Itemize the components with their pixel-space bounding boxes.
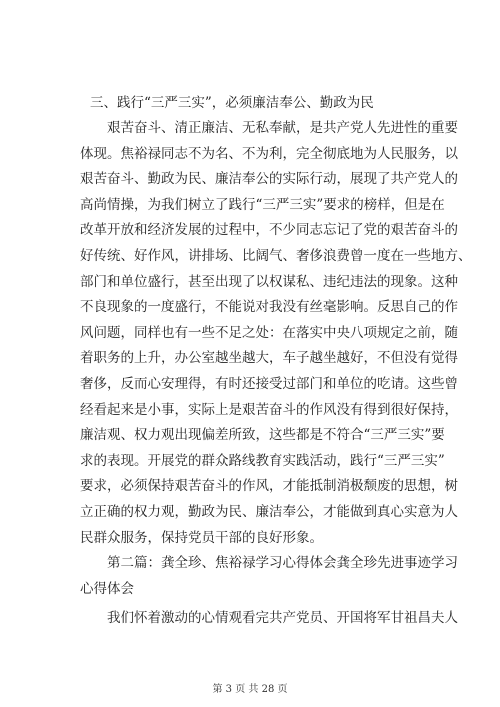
paragraph-line: 廉洁观、权力观出现偏差所致，这些都是不符合“三严三实”要 <box>80 427 445 444</box>
paragraph-1 <box>80 116 472 551</box>
section-heading: 三、践行“三严三实”，必须廉洁奉公、勤政为民 <box>90 95 374 111</box>
document-body <box>80 91 472 632</box>
page-footer: 第 3 页 共 28 页 <box>212 684 288 695</box>
paragraph-line: 第二篇：龚全珍、焦裕禄学习心得体会龚全珍先进事迹学习 <box>107 555 458 572</box>
paragraph-line: 民群众服务，保持党员干部的良好形象。 <box>80 529 323 546</box>
paragraph-line: 经看起来是小事，实际上是艰苦奋斗的作风没有得到很好保持， <box>80 401 458 418</box>
paragraph-line: 立正确的权力观，勤政为民、廉洁奉公，才能做到真心实意为人 <box>80 503 458 520</box>
paragraph-line: 奢侈，反而心安理得，有时还接受过部门和单位的吃请。这些曾 <box>80 375 458 392</box>
paragraph-line: 部门和单位盛行，甚至出现了以权谋私、违纪违法的现象。这种 <box>80 273 458 290</box>
paragraph-line: 好传统、好作风，讲排场、比阔气、奢侈浪费曾一度在一些地方、 <box>80 247 472 264</box>
paragraph-line: 艰苦奋斗、勤政为民、廉洁奉公的实际行动，展现了共产党人的 <box>80 171 458 188</box>
paragraph-line: 不良现象的一度盛行，不能说对我没有丝毫影响。反思自己的作 <box>80 299 458 316</box>
paragraph-2 <box>80 551 458 602</box>
paragraph-line: 我们怀着激动的心情观看完共产党员、开国将军甘祖昌夫人 <box>107 610 458 627</box>
paragraph-line: 要求，必须保持艰苦奋斗的作风，才能抵制消极颓废的思想，树 <box>80 478 458 495</box>
paragraph-line: 风问题，同样也有一些不足之处：在落实中央八项规定之前，随 <box>80 324 458 341</box>
paragraph-3 <box>80 606 458 632</box>
paragraph-line: 着职务的上升，办公室越坐越大，车子越坐越好，不但没有觉得 <box>80 350 458 367</box>
paragraph-line: 求的表现。开展党的群众路线教育实践活动，践行“三严三实” <box>80 452 445 469</box>
paragraph-line: 心得体会 <box>80 580 134 597</box>
paragraph-line: 艰苦奋斗、清正廉洁、无私奉献，是共产党人先进性的重要 <box>107 120 458 136</box>
paragraph-line: 改革开放和经济发展的过程中，不少同志忘记了党的艰苦奋斗的 <box>80 222 458 239</box>
paragraph-line: 高尚情操，为我们树立了践行“三严三实”要求的榜样，但是在 <box>80 196 445 213</box>
paragraph-line: 体现。焦裕禄同志不为名、不为利，完全彻底地为人民服务，以 <box>80 145 458 162</box>
